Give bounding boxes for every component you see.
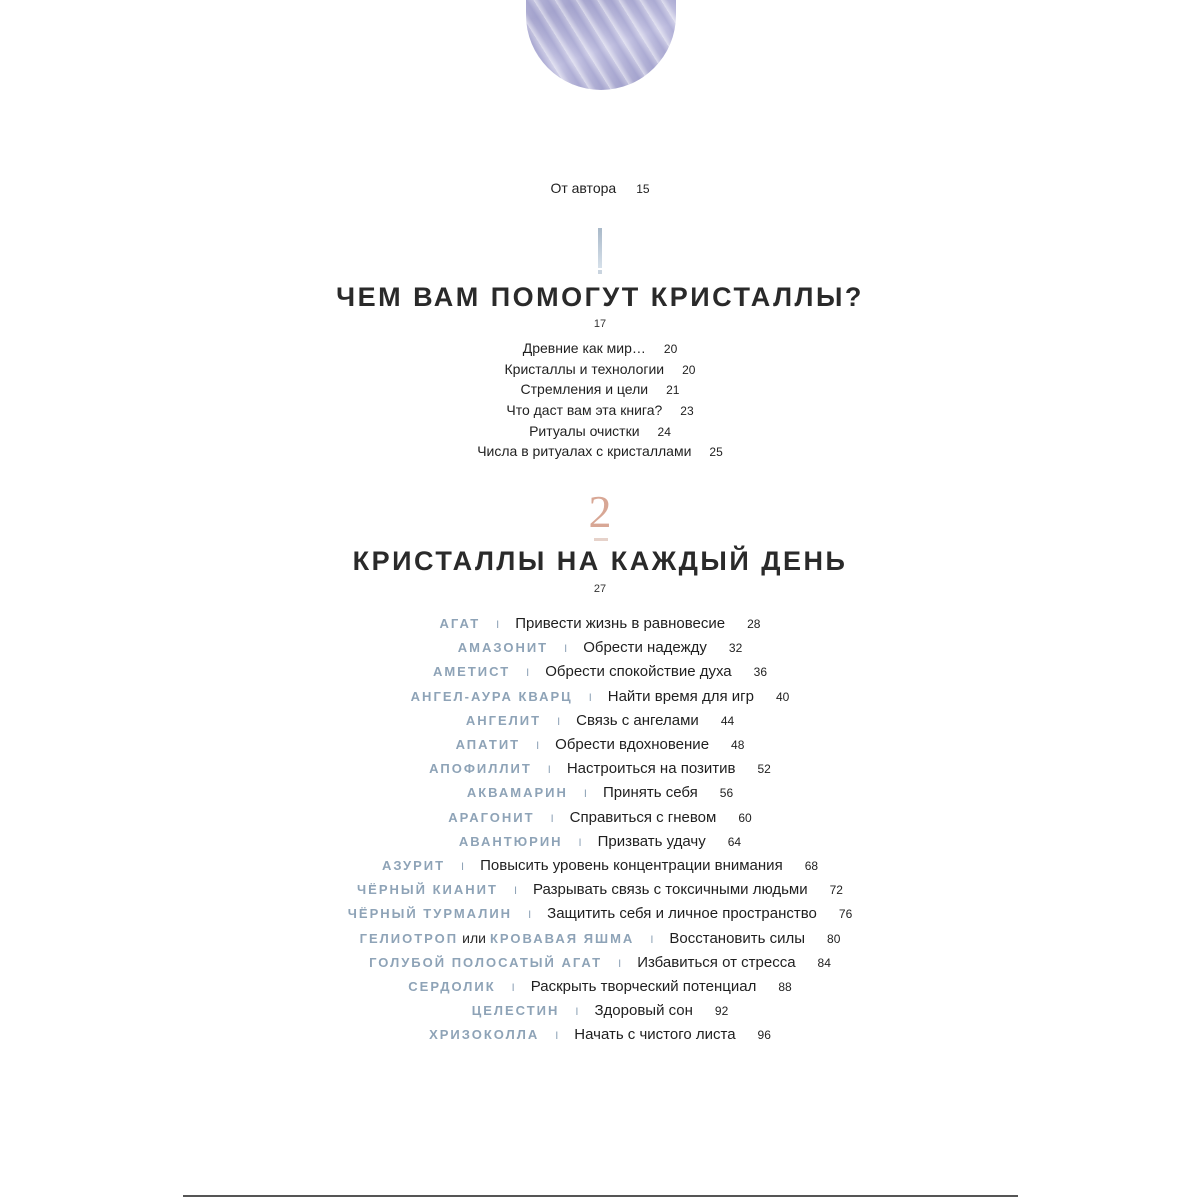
crystal-page: 48 [731,737,745,752]
crystal-description: Призвать удачу [597,832,706,850]
toc-crystal-entry[interactable] [0,636,1200,660]
crystal-description: Здоровый сон [594,1002,693,1019]
footer-rule [183,1195,1018,1197]
crystal-page: 72 [829,883,843,898]
toc-crystal-entry[interactable] [0,685,1200,709]
entry-separator: I [528,909,532,922]
toc-section-page: 25 [709,445,723,460]
crystal-page: 60 [738,810,752,825]
crystal-description: Разрывать связь с токсичными людьми [533,881,808,899]
toc-crystal-entry[interactable] [0,1023,1200,1047]
toc-section-page: 20 [682,362,696,377]
crystal-name: ХРИЗОКОЛЛА [429,1027,540,1043]
entry-separator: I [575,1006,579,1018]
toc-crystal-entry[interactable] [0,781,1200,805]
crystal-page: 36 [753,665,768,680]
crystal-description: Раскрыть творческий потенциал [530,977,757,995]
crystal-page: 84 [817,955,831,970]
chapter-1-sections [0,338,1200,462]
entry-separator: I [588,691,592,704]
crystal-page: 44 [720,713,735,728]
chapter-2-page: 27 [593,583,607,595]
toc-crystal-entry[interactable] [0,757,1200,781]
crystal-name: АМАЗОНИТ [457,640,549,656]
toc-crystal-entry[interactable] [0,902,1200,926]
crystal-name: АНГЕЛИТ [465,712,542,728]
crystal-page: 40 [775,689,790,704]
toc-section-page: 24 [657,424,671,439]
crystal-name: АГАТ [439,616,481,631]
crystal-page: 96 [757,1028,771,1043]
entry-separator: I [496,619,500,631]
crystal-name-joiner: или [462,930,486,947]
toc-section-item[interactable] [0,338,1200,359]
toc-crystal-entry[interactable] [0,999,1200,1023]
crystal-description: Привести жизнь в равновесие [515,615,726,632]
crystal-description: Восстановить силы [669,930,806,948]
crystal-page: 32 [728,641,743,656]
crystal-stone-image [526,0,676,90]
toc-crystal-entry[interactable] [0,926,1200,950]
toc-entry-label: От автора [550,180,617,196]
toc-section-label: Ритуалы очистки [529,422,640,439]
toc-crystal-entry[interactable] [0,806,1200,830]
crystal-name: АЗУРИТ [381,857,446,873]
crystal-name: АКВАМАРИН [466,785,568,801]
toc-entry-intro[interactable] [0,180,1200,196]
crystal-page: 76 [838,907,853,922]
toc-crystal-entry[interactable] [0,733,1200,757]
toc-section-label: Кристаллы и технологии [504,360,665,377]
toc-crystal-entry[interactable] [0,709,1200,733]
toc-crystal-entry[interactable] [0,830,1200,854]
entry-separator: I [547,764,551,777]
crystal-name: АПОФИЛЛИТ [429,761,532,777]
crystal-name: АВАНТЮРИН [458,833,563,849]
toc-section-label: Числа в ритуалах с кристаллами [477,443,692,460]
crystal-page: 80 [827,932,841,947]
toc-section-label: Что даст вам эта книга? [506,402,663,419]
toc-section-item[interactable] [0,379,1200,400]
toc-crystal-entry[interactable] [0,975,1200,999]
crystal-page: 92 [714,1004,729,1018]
crystal-name: ГОЛУБОЙ ПОЛОСАТЫЙ АГАТ [369,954,603,970]
toc-section-label: Древние как мир… [522,340,646,356]
entry-separator: I [550,812,554,825]
entry-separator: I [583,788,587,801]
crystal-name: СЕРДОЛИК [408,978,496,994]
chapter-2-entries [0,612,1200,1047]
toc-section-page: 20 [663,342,678,356]
entry-separator: I [511,981,515,994]
crystal-name: ЦЕЛЕСТИН [471,1003,560,1018]
entry-separator: I [557,715,561,728]
crystal-name: АНГЕЛ-АУРА КВАРЦ [410,688,573,704]
toc-crystal-entry[interactable] [0,612,1200,636]
crystal-description: Связь с ангелами [576,711,699,729]
crystal-description: Повысить уровень концентрации внимания [480,856,783,874]
entry-separator: I [650,934,654,947]
entry-separator: I [564,643,568,656]
crystal-description: Избавиться от стресса [637,953,796,971]
crystal-name-alt: КРОВАВАЯ ЯШМА [489,931,635,947]
crystal-page: 56 [719,786,734,801]
toc-crystal-entry[interactable] [0,660,1200,684]
chapter-1-numeral [592,228,608,274]
chapter-2-numeral: 2 [588,486,612,537]
crystal-description: Обрести вдохновение [555,735,710,753]
chapter-2-numeral-underline [594,538,608,541]
chapter-2-title[interactable]: КРИСТАЛЛЫ НА КАЖДЫЙ ДЕНЬ [352,546,848,576]
toc-section-page: 23 [680,404,694,419]
crystal-name: АРАГОНИТ [448,809,535,825]
crystal-description: Начать с чистого листа [574,1026,736,1044]
crystal-description: Настроиться на позитив [566,760,736,778]
crystal-page: 28 [747,617,761,631]
crystal-page: 64 [727,834,742,849]
toc-crystal-entry[interactable] [0,854,1200,878]
crystal-page: 68 [804,858,819,873]
entry-separator: I [578,836,582,849]
chapter-1-page: 17 [593,318,607,330]
crystal-description: Принять себя [602,784,698,802]
toc-section-item[interactable] [0,421,1200,442]
entry-separator: I [513,885,517,898]
toc-section-page: 21 [666,383,680,398]
crystal-name: ЧЁРНЫЙ ТУРМАЛИН [347,906,513,922]
toc-entry-page: 15 [636,182,650,196]
toc-section-item[interactable] [0,359,1200,380]
crystal-name: ЧЁРНЫЙ КИАНИТ [357,882,498,898]
crystal-name: АПАТИТ [455,736,521,752]
entry-separator: I [536,739,540,752]
toc-crystal-entry[interactable] [0,878,1200,902]
crystal-name: АМЕТИСТ [432,664,511,680]
crystal-page: 52 [757,762,771,777]
entry-separator: I [461,860,465,873]
entry-separator: I [618,957,622,970]
crystal-description: Обрести надежду [583,639,707,657]
toc-crystal-entry[interactable] [0,951,1200,975]
entry-separator: I [555,1030,559,1043]
crystal-description: Защитить себя и личное пространство [547,905,817,923]
entry-separator: I [526,667,530,680]
crystal-description: Справиться с гневом [569,808,717,826]
toc-section-item[interactable] [0,441,1200,462]
crystal-description: Найти время для игр [607,687,754,705]
crystal-name: ГЕЛИОТРОП [359,931,459,947]
toc-section-label: Стремления и цели [520,381,649,398]
toc-section-item[interactable] [0,400,1200,421]
crystal-description: Обрести спокойствие духа [545,663,732,681]
chapter-1-title[interactable]: ЧЕМ ВАМ ПОМОГУТ КРИСТАЛЛЫ? [336,282,864,312]
crystal-page: 88 [778,979,792,994]
